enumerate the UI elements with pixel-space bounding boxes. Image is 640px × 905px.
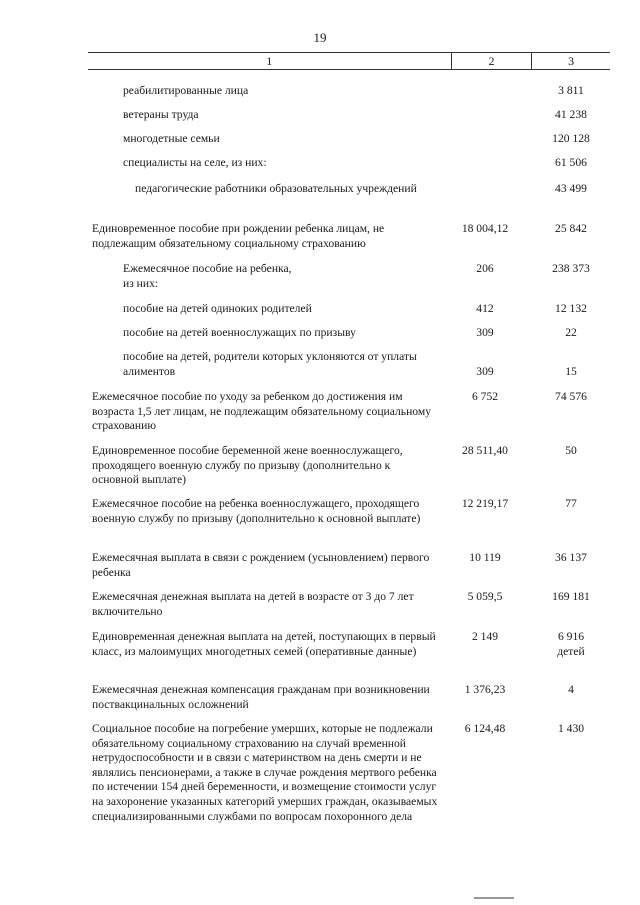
table-row — [88, 182, 610, 197]
row-value-col3: 12 132 — [555, 302, 587, 315]
table-row — [88, 222, 610, 251]
row-value-col3: 41 238 — [555, 108, 587, 121]
row-description: пособие на детей одиноких родителей — [123, 302, 312, 315]
row-description: Ежемесячное пособие по уходу за ребенком до достижения им возраста 1,5 лет лицам, не подлежащим обязательному социальному страхованию — [92, 390, 431, 433]
row-value-col3: 238 373 — [552, 262, 590, 275]
row-value-col2: 309 — [476, 364, 494, 378]
row-value-col3: 61 506 — [555, 156, 587, 169]
row-description: Ежемесячное пособие на ребенка, из них: — [123, 262, 292, 290]
table-row — [88, 326, 610, 341]
table-row — [88, 302, 610, 317]
table-row — [88, 262, 610, 291]
table-row — [88, 497, 610, 526]
row-description: Единовременное пособие при рождении ребенка лицам, не подлежащим обязательному социальному страхованию — [92, 222, 385, 250]
row-value-col3: 25 842 — [555, 222, 587, 235]
row-description: Ежемесячная денежная выплата на детей в возрасте от 3 до 7 лет включительно — [92, 590, 414, 618]
row-value-col3: 120 128 — [552, 132, 590, 145]
row-value-col2: 12 219,17 — [461, 497, 509, 510]
row-description: ветераны труда — [123, 108, 199, 121]
table-row — [88, 683, 610, 712]
column-header-1: 1 — [266, 54, 273, 68]
row-description: педагогические работники образовательных учреждений — [135, 182, 417, 195]
row-value-col3: 50 — [565, 444, 577, 457]
column-header-2: 2 — [451, 53, 532, 69]
benefits-table — [88, 52, 610, 823]
row-description: Ежемесячная денежная компенсация гражданам при возникновении поствакцинальных осложнений — [92, 683, 430, 711]
table-row — [88, 551, 610, 580]
row-value-col2: 6 124,48 — [464, 722, 506, 735]
page-number: 19 — [313, 30, 327, 45]
row-value-col2: 18 004,12 — [461, 222, 509, 235]
row-value-col2: 412 — [476, 302, 494, 315]
table-row — [88, 444, 610, 488]
row-description: специалисты на селе, из них: — [123, 156, 267, 169]
table-row — [88, 156, 610, 171]
row-description: Ежемесячная выплата в связи с рождением (усыновлением) первого ребенка — [92, 551, 430, 579]
row-value-col3: 36 137 — [555, 551, 587, 564]
table-row — [88, 390, 610, 434]
row-value-col3: 74 576 — [555, 390, 587, 403]
row-value-col3: 1 430 — [557, 722, 585, 735]
row-value-col3: 43 499 — [555, 182, 587, 195]
row-description: многодетные семьи — [123, 132, 220, 145]
table-header — [88, 52, 610, 70]
row-value-col3: 22 — [565, 326, 577, 339]
row-description: пособие на детей, родители которых уклоняются от уплаты алиментов — [123, 350, 417, 378]
scan-mark — [474, 897, 514, 899]
row-value-col3: 4 — [568, 683, 574, 696]
row-value-col2: 2 149 — [471, 630, 499, 643]
table-row — [88, 84, 610, 99]
row-description: Социальное пособие на погребение умерших, которые не подлежали обязательному социальному страхованию на случай временной нетрудоспособности и в связи с материнством на день смерти и не являлись пенсионерами, а также в случае рождения мертвого ребенка по истечении 154 дней беременности, и возмещение стоимости услуг на захоронение указанных категорий умерших граждан, оказываемых специализированными службами по вопросам похоронного дела — [92, 722, 438, 823]
row-value-col2: 5 059,5 — [467, 590, 503, 603]
table-row — [88, 108, 610, 123]
row-description: пособие на детей военнослужащих по призыву — [123, 326, 356, 339]
row-description: реабилитированные лица — [123, 84, 249, 97]
row-value-col2: 28 511,40 — [462, 444, 508, 457]
row-value-col2: 206 — [476, 262, 494, 275]
row-description: Единовременное пособие беременной жене военнослужащего, проходящего военную службу по призыву (дополнительно к основной выплате) — [92, 444, 403, 487]
row-value-col3: 169 181 — [552, 590, 590, 603]
row-value-col3: 3 811 — [558, 84, 584, 97]
row-value-col3: 6 916 детей — [557, 630, 585, 658]
row-description: Единовременная денежная выплата на детей, поступающих в первый класс, из малоимущих многодетных семей (оперативные данные) — [92, 630, 436, 658]
table-row — [88, 132, 610, 147]
row-value-col2: 1 376,23 — [464, 683, 506, 696]
table-row — [88, 590, 610, 619]
table-row — [88, 722, 610, 824]
row-value-col2: 6 752 — [471, 390, 499, 403]
row-value-col3: 77 — [565, 497, 577, 510]
row-value-col2: 10 119 — [469, 551, 501, 564]
row-description: Ежемесячное пособие на ребенка военнослужащего, проходящего военную службу по призыву (дополнительно к основной выплате) — [92, 497, 421, 525]
row-value-col2: 309 — [476, 326, 494, 339]
row-value-col3: 15 — [565, 364, 577, 378]
column-header-3: 3 — [531, 53, 610, 69]
table-row — [88, 350, 610, 379]
table-row — [88, 630, 610, 659]
